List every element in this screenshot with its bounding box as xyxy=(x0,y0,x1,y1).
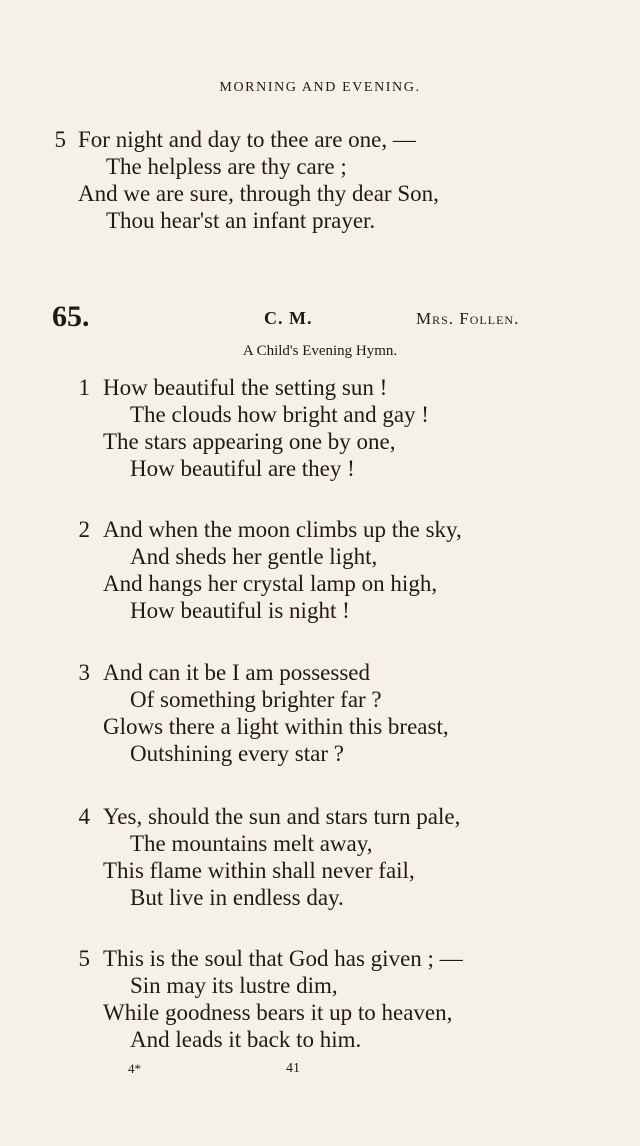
verse-line: And leads it back to him. xyxy=(130,1027,362,1052)
verse-line: And can it be I am possessed xyxy=(103,660,370,685)
verse-line: But live in endless day. xyxy=(130,885,344,910)
verse-line: Thou hear'st an infant prayer. xyxy=(106,208,376,233)
verse-line: The mountains melt away, xyxy=(130,831,373,856)
verse-line: Yes, should the sun and stars turn pale, xyxy=(103,804,461,829)
verse-line: How beautiful the setting sun ! xyxy=(103,375,388,400)
verse-line: And hangs her crystal lamp on high, xyxy=(103,571,438,596)
running-head: MORNING AND EVENING. xyxy=(219,80,421,95)
hymn-author: Mrs. Follen. xyxy=(416,309,520,328)
verse-line: The clouds how bright and gay ! xyxy=(130,402,429,427)
verse-line: The stars appearing one by one, xyxy=(103,429,396,454)
verse-number: 2 xyxy=(78,517,90,542)
page-number: 41 xyxy=(286,1061,300,1076)
verse-line: And sheds her gentle light, xyxy=(130,544,378,569)
hymn-number: 65. xyxy=(52,300,90,333)
verse-line: And we are sure, through thy dear Son, xyxy=(78,181,439,206)
verse-line: Sin may its lustre dim, xyxy=(130,973,338,998)
signature-mark: 4* xyxy=(128,1061,141,1076)
verse-line: And when the moon climbs up the sky, xyxy=(103,517,462,542)
verse-line: How beautiful are they ! xyxy=(130,456,355,481)
verse-number: 4 xyxy=(78,804,90,829)
hymn-subtitle: A Child's Evening Hymn. xyxy=(242,343,398,359)
verse-line: This flame within shall never fail, xyxy=(103,858,415,883)
hymn-meter: C. M. xyxy=(264,308,313,328)
verse-line: The helpless are thy care ; xyxy=(106,154,347,179)
verse-line: Of something brighter far ? xyxy=(130,687,382,712)
verse-line: While goodness bears it up to heaven, xyxy=(103,1000,453,1025)
verse-line: For night and day to thee are one, — xyxy=(78,127,416,152)
verse-line: Glows there a light within this breast, xyxy=(103,714,449,739)
verse-line: This is the soul that God has given ; — xyxy=(103,946,463,971)
verse-line: Outshining every star ? xyxy=(130,741,344,766)
verse-number: 1 xyxy=(78,375,90,400)
hymn-heading xyxy=(0,300,640,334)
verse-number: 5 xyxy=(78,946,90,971)
verse-number: 3 xyxy=(78,660,90,685)
verse-number: 5 xyxy=(54,127,66,152)
verse-line: How beautiful is night ! xyxy=(130,598,350,623)
